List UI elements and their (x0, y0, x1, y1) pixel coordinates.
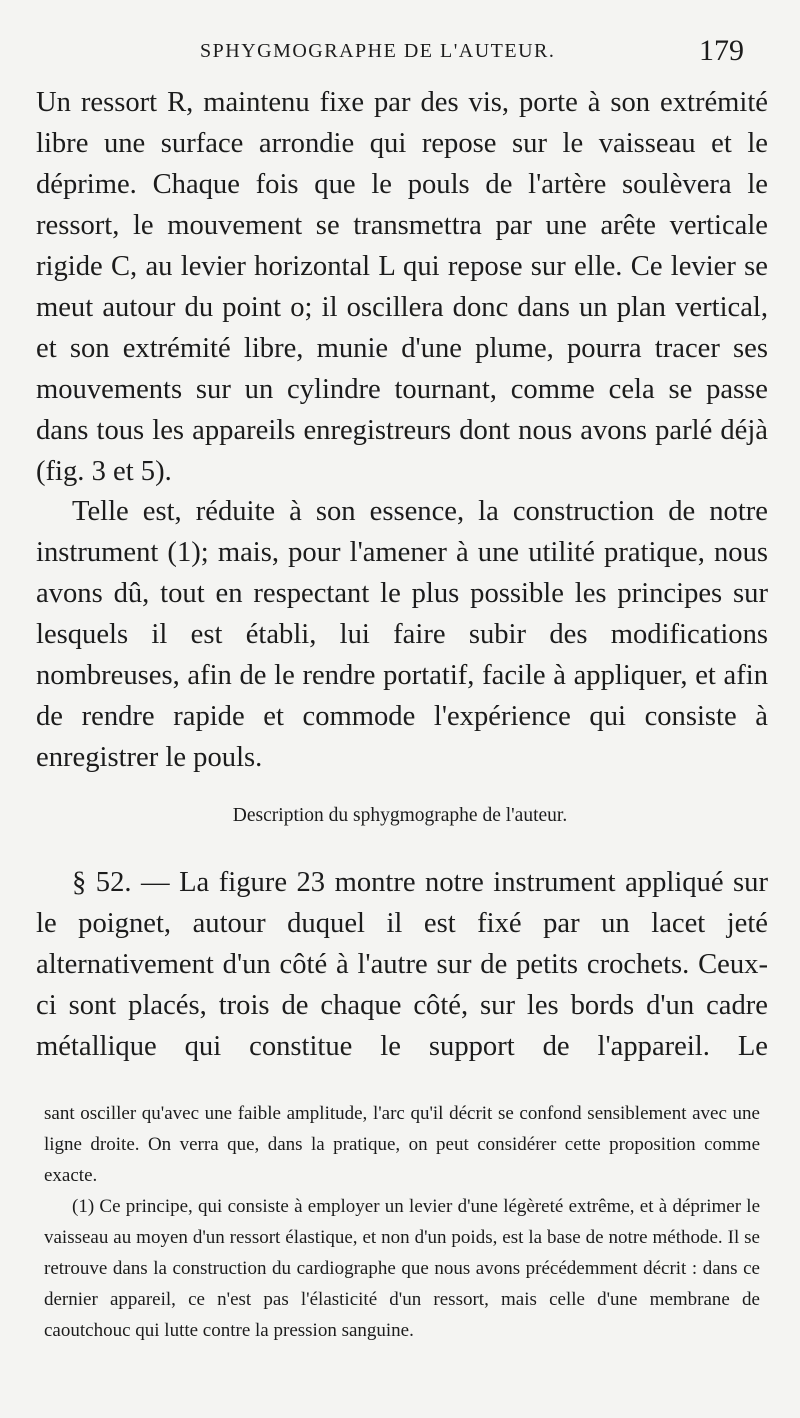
running-header (200, 34, 744, 68)
paragraph-2: Telle est, réduite à son essence, la construction de notre instrument (1); mais, pour l'amener à une utilité pratique, nous avons dû, tout en respectant le plus possible les principes sur lesquels il est établi, lui faire subir des modifications nombreuses, afin de le rendre portatif, facile à appliquer, et afin de rendre rapide et commode l'expérience qui consiste à enregistrer le pouls. (36, 496, 768, 773)
paragraph-1: Un ressort R, maintenu fixe par des vis, porte à son extrémité libre une surface arrondie qui repose sur le vaisseau et le déprime. Chaque fois que le pouls de l'artère soulèvera le ressort, le mouvement se transmettra par une arête verticale rigide C, au levier horizontal L qui repose sur elle. Ce levier se meut autour du point o; il oscillera donc dans un plan vertical, et son extrémité libre, munie d'une plume, pourra tracer ses mouvements sur un cylindre tournant, comme cela se passe dans tous les appareils enregistreurs dont nous avons parlé déjà (fig. 3 et 5). (36, 87, 768, 487)
paragraph-1-block (36, 82, 768, 492)
page-number: 179 (699, 34, 744, 67)
paragraph-3-block (36, 862, 768, 1067)
footnote-continuation: sant osciller qu'avec une faible amplitude, l'arc qu'il décrit se confond sensiblement avec une ligne droite. On verra que, dans la pratique, on peut considérer cette proposition comme exacte. (44, 1103, 760, 1186)
footnote-1: (1) Ce principe, qui consiste à employer un levier d'une légèreté extrême, et à déprimer le vaisseau au moyen d'un ressort élastique, et non d'un poids, est la base de notre méthode. Il se retrouve dans la construction du cardiographe que nous avons précédemment décrit : dans ce dernier appareil, ce n'est pas l'élasticité d'un ressort, mais celle d'une membrane de caoutchouc qui lutte contre la pression sanguine. (44, 1196, 760, 1341)
running-title: SPHYGMOGRAPHE DE L'AUTEUR. (200, 40, 556, 62)
paragraph-3: § 52. — La figure 23 montre notre instrument appliqué sur le poignet, autour duquel il est fixé par un lacet jeté alternativement d'un côté à l'autre sur de petits crochets. Ceux-ci sont placés, trois de chaque côté, sur les bords d'un cadre métallique qui constitue le support de l'appareil. Le (36, 867, 768, 1062)
footnotes (44, 1098, 760, 1346)
paragraph-2-block (36, 491, 768, 778)
section-heading: Description du sphygmographe de l'auteur. (232, 805, 568, 826)
